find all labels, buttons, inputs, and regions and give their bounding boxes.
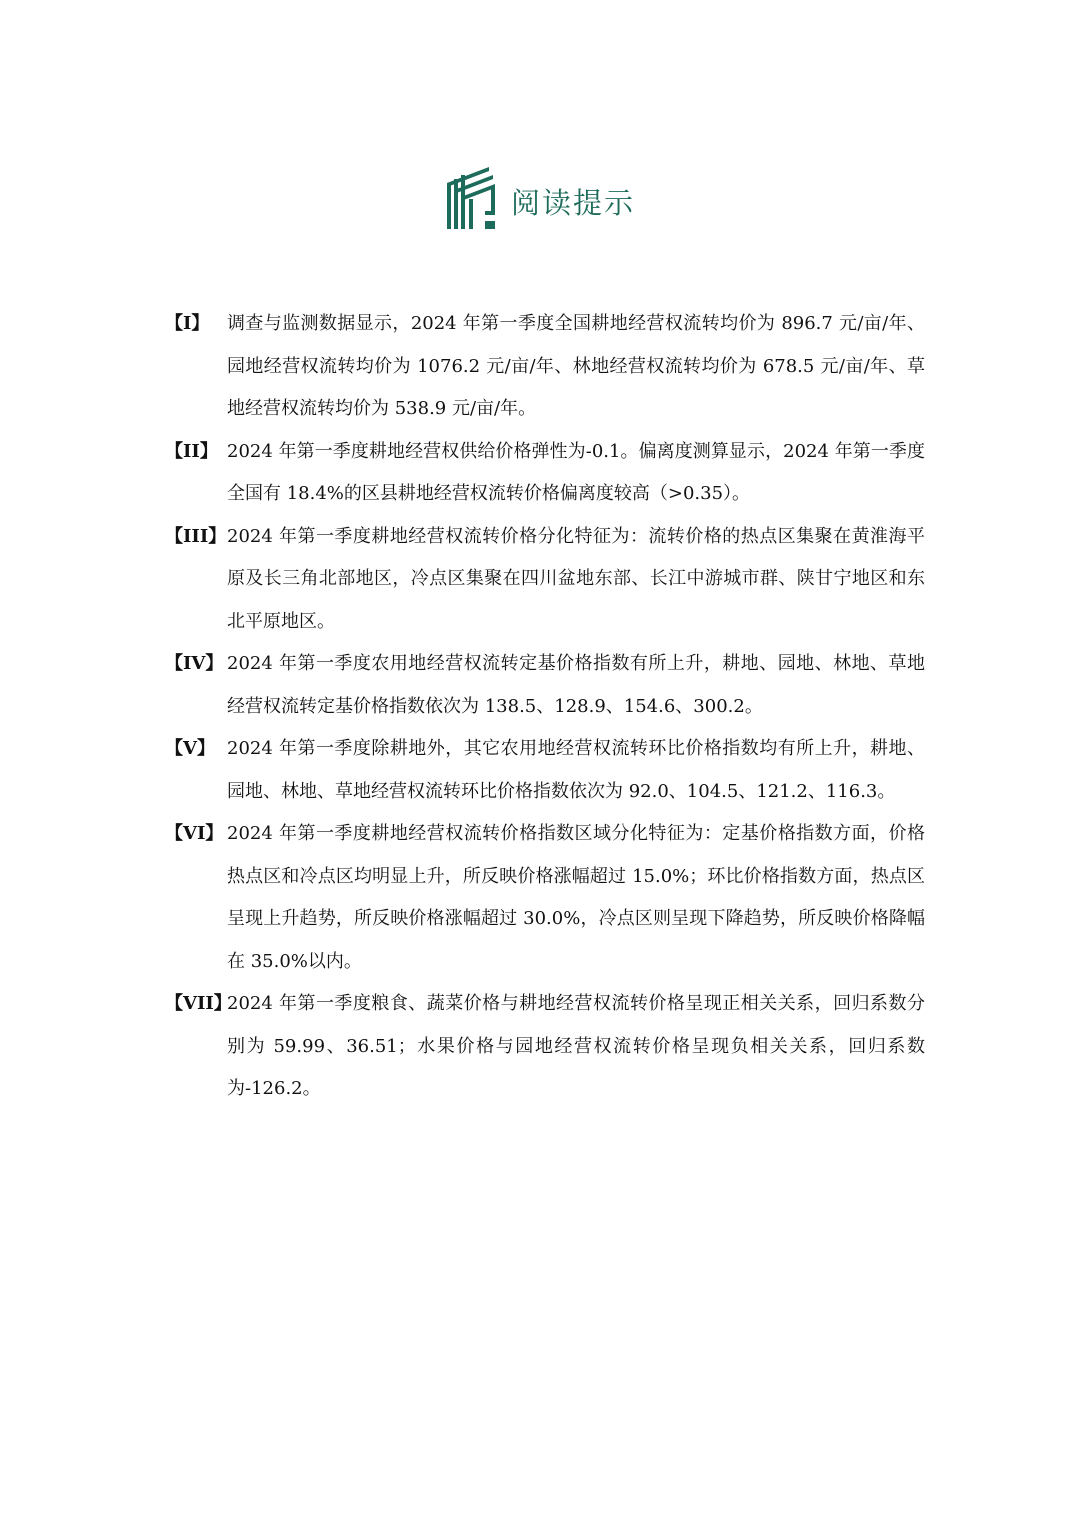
item-marker: 【V】 xyxy=(165,738,215,759)
list-item xyxy=(165,431,925,516)
stacked-lines-logo-icon xyxy=(445,165,497,231)
item-text: 2024 年第一季度耕地经营权流转价格分化特征为：流转价格的热点区集聚在黄淮海平原及长三角北部地区，冷点区集聚在四川盆地东部、长江中游城市群、陕甘宁地区和东北平原地区。 xyxy=(227,525,925,632)
item-marker: 【VI】 xyxy=(165,823,224,844)
list-item xyxy=(165,983,925,1111)
list-item xyxy=(165,303,925,431)
list-item xyxy=(165,643,925,728)
item-marker: 【VII】 xyxy=(165,993,232,1014)
item-text: 2024 年第一季度耕地经营权流转价格指数区域分化特征为：定基价格指数方面，价格热点区和冷点区均明显上升，所反映价格涨幅超过 15.0%；环比价格指数方面，热点区呈现上升趋势，所反映价格涨幅超过 30.0%，冷点区则呈现下降趋势，所反映价格降幅在 35.0%以内。 xyxy=(227,823,925,972)
item-marker: 【II】 xyxy=(165,440,218,462)
page-header xyxy=(0,165,1080,231)
list-item xyxy=(165,516,925,644)
reading-tips-list xyxy=(165,303,925,1111)
item-text: 2024 年第一季度除耕地外，其它农用地经营权流转环比价格指数均有所上升，耕地、园地、林地、草地经营权流转环比价格指数依次为 92.0、104.5、121.2、116.3。 xyxy=(227,738,925,802)
item-text: 2024 年第一季度耕地经营权供给价格弹性为-0.1。偏离度测算显示，2024 年第一季度全国有 18.4%的区县耕地经营权流转价格偏离度较高（>0.35）。 xyxy=(227,440,925,504)
list-item xyxy=(165,813,925,983)
page-title: 阅读提示 xyxy=(510,185,635,220)
item-text: 2024 年第一季度粮食、蔬菜价格与耕地经营权流转价格呈现正相关关系，回归系数分别为 59.99、36.51；水果价格与园地经营权流转价格呈现负相关关系，回归系数为-126.2。 xyxy=(227,993,925,1099)
list-item xyxy=(165,728,925,813)
item-marker: 【IV】 xyxy=(165,653,224,674)
item-text: 2024 年第一季度农用地经营权流转定基价格指数有所上升，耕地、园地、林地、草地经营权流转定基价格指数依次为 138.5、128.9、154.6、300.2。 xyxy=(227,653,925,717)
item-text: 调查与监测数据显示，2024 年第一季度全国耕地经营权流转均价为 896.7 元/亩/年、园地经营权流转均价为 1076.2 元/亩/年、林地经营权流转均价为 678.5 元/亩/年、草地经营权流转均价为 538.9 元/亩/年。 xyxy=(227,313,925,419)
item-marker: 【III】 xyxy=(165,525,227,547)
item-marker: 【I】 xyxy=(165,313,210,334)
